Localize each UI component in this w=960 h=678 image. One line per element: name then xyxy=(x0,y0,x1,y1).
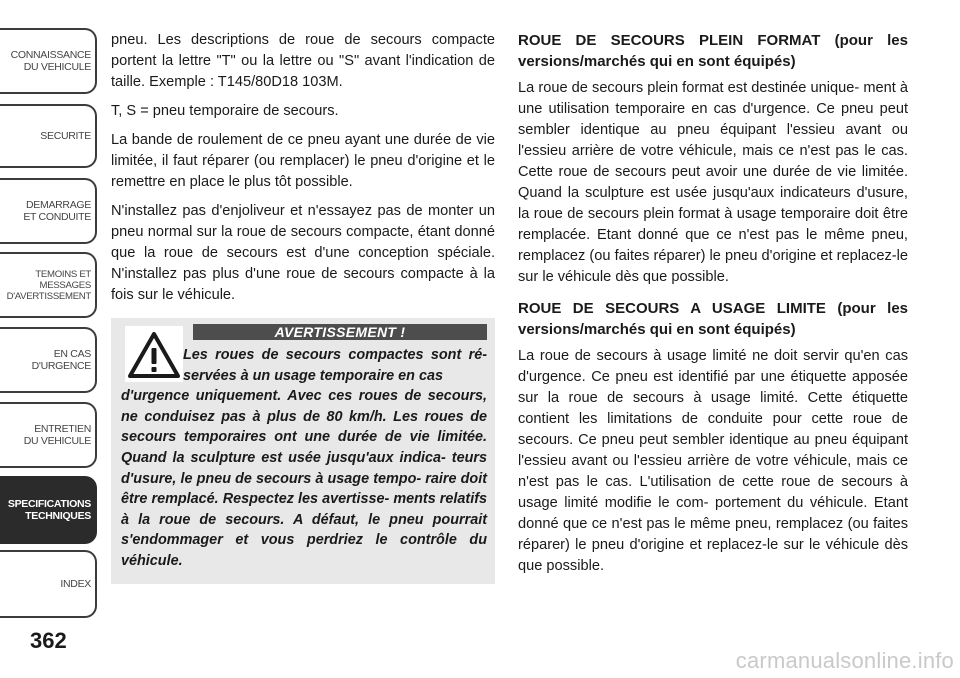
warning-box xyxy=(111,318,495,584)
warning-header: AVERTISSEMENT ! xyxy=(193,324,487,340)
page-number: 362 xyxy=(30,628,67,653)
section-text: La roue de secours à usage limité ne doit servir qu'en cas d'urgence. Ce pneu est identifié par une étiquette apposée sur la roue de secours à usage limité. Cette étiquette contient les limitations de conduite pour cette roue de secours. Ce pneu peut sembler identique au pneu équipant l'essieu avant ou l'essieu arrière de votre véhicule, mais ce n'est pas le cas. L'utilisation de cette roue de secours à usage limité modifie le com- portement du véhicule. Etant donné que ce n'est pas le même pneu, remplacez (ou faites réparer) le pneu d'origine et replacez-le sur le véhicule dès que possible. xyxy=(518,348,908,574)
paragraph: pneu. Les descriptions de roue de secours compacte portent la lettre "T" ou la lettre ou "S" avant l'indication de taille. Exemple : T145/80D18 103M. xyxy=(111,32,495,90)
tab-label: SECURITE xyxy=(40,130,91,142)
tab-connaissance-du-vehicule[interactable] xyxy=(0,28,97,94)
section-title: ROUE DE SECOURS PLEIN FORMAT (pour les versions/marchés qui en sont équipés) xyxy=(518,32,908,70)
warning-triangle-icon xyxy=(125,326,183,382)
warning-body: d'urgence uniquement. Avec ces roues de secours, ne conduisez pas à plus de 80 km/h. Les roues de secours temporaires ont une durée de vie limitée. Quand la sculpture est usée jusqu'aux indica- teurs d'usure, le pneu de secours à usage tempo- raire doit être remplacé. Respectez les avertisse- ments relatifs à la roue de secours. A défaut, le pneu pourrait s'endommager et vous perdriez le contrôle du véhicule. xyxy=(121,388,487,569)
tab-label: SPECIFICATIONS TECHNIQUES xyxy=(7,498,91,522)
tab-en-cas-durgence[interactable] xyxy=(0,327,97,393)
tab-label: INDEX xyxy=(60,578,91,590)
tab-label: EN CAS D'URGENCE xyxy=(31,348,91,372)
tab-label: ENTRETIEN DU VEHICULE xyxy=(23,423,91,447)
tab-label: CONNAISSANCE DU VEHICULE xyxy=(10,49,91,73)
tab-temoins-et-messages[interactable] xyxy=(0,252,97,318)
left-column xyxy=(111,30,495,314)
tab-entretien-du-vehicule[interactable] xyxy=(0,402,97,468)
paragraph: N'installez pas d'enjoliveur et n'essayez pas de monter un pneu normal sur la roue de secours compacte, étant donné que la roue de secours est d'une conception spéciale. N'installez pas plus d'une roue de secours compacte à la fois sur le véhicule. xyxy=(111,203,495,303)
tab-specifications-techniques[interactable] xyxy=(0,476,97,544)
tab-label: TEMOINS ET MESSAGES D'AVERTISSEMENT xyxy=(6,268,91,302)
right-column xyxy=(518,30,908,583)
tab-demarrage-et-conduite[interactable] xyxy=(0,178,97,244)
tab-securite[interactable] xyxy=(0,104,97,168)
section-title: ROUE DE SECOURS A USAGE LIMITE (pour les versions/marchés qui en sont équipés) xyxy=(518,300,908,338)
section-text: La roue de secours plein format est destinée unique- ment à une utilisation temporaire en cas d'urgence. Ce pneu peut sembler identique au pneu équipant l'essieu avant ou l'essieu arrière de votre véhicule, mais ce n'est pas le cas. Cette roue de secours peut avoir une durée de vie limitée. Quand la sculpture est usée jusqu'aux indicateurs d'usure, la roue de secours plein format à usage temporaire doit être remplacée. Etant donné que ce n'est pas le même pneu, remplacez (ou faites réparer) le pneu d'origine et replacez-le sur le véhicule dès que possible. xyxy=(518,80,908,285)
watermark: carmanualsonline.info xyxy=(735,648,954,673)
paragraph: T, S = pneu temporaire de secours. xyxy=(111,103,339,119)
tab-label: DEMARRAGE ET CONDUITE xyxy=(23,199,91,223)
warning-intro: Les roues de secours compactes sont ré- servées à un usage temporaire en cas xyxy=(183,347,487,384)
tab-index[interactable] xyxy=(0,550,97,618)
paragraph: La bande de roulement de ce pneu ayant une durée de vie limitée, il faut réparer (ou remplacer) le pneu d'origine et le remettre en place le plus tôt possible. xyxy=(111,132,495,190)
